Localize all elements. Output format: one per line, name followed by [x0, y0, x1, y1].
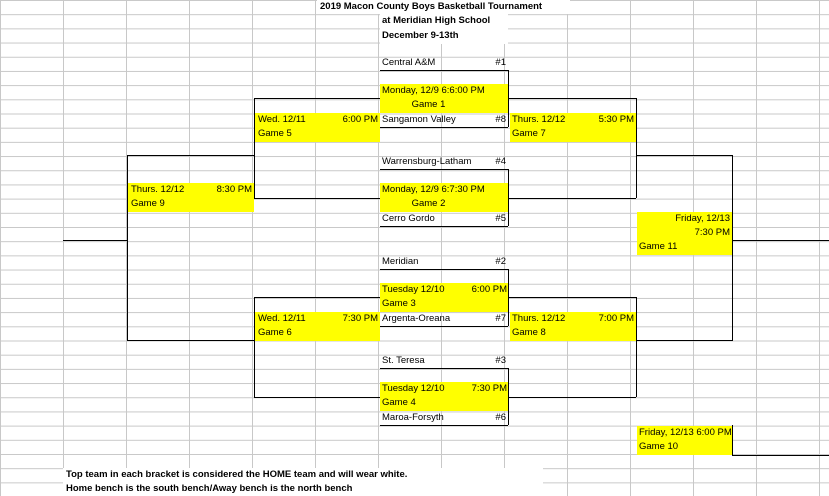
bracket-line — [254, 297, 255, 397]
bracket-line — [254, 98, 380, 99]
game-time: 7:00 PM — [598, 313, 634, 324]
game-date: Tuesday 12/10 — [382, 383, 445, 394]
team-name: Cerro Gordo — [382, 213, 435, 224]
bench-note: Home bench is the south bench/Away bench is the north bench — [66, 483, 353, 494]
bracket-line — [636, 155, 732, 156]
game-label: Game 5 — [258, 128, 292, 139]
team-seed: #4 — [495, 156, 506, 167]
tournament-location: at Meridian High School — [382, 15, 491, 26]
bracket-line — [636, 340, 732, 341]
bracket-line — [509, 98, 636, 99]
game-date: Tuesday 12/10 — [382, 284, 445, 295]
team-seed: #2 — [495, 256, 506, 267]
team-name: St. Teresa — [382, 355, 425, 366]
game-label: Game 4 — [382, 397, 416, 408]
game-date: Monday, 12/9 6:6:00 PM — [382, 85, 485, 96]
bracket-line — [636, 98, 637, 198]
team-seed: #7 — [495, 313, 506, 324]
team-seed: #3 — [495, 355, 506, 366]
team-name: Central A&M — [382, 57, 436, 68]
game-date: Thurs. 12/12 — [512, 114, 566, 125]
bracket-line — [380, 169, 508, 170]
bracket-line — [509, 397, 636, 398]
team-seed: #1 — [495, 57, 506, 68]
game-label: Game 2 — [411, 198, 446, 209]
bracket-line — [127, 155, 254, 156]
game-time: 7:30 PM — [471, 383, 507, 394]
bracket-line — [63, 240, 127, 241]
team-seed: #5 — [495, 213, 506, 224]
team-name: Meridian — [382, 256, 419, 267]
game-date: Thurs. 12/12 — [512, 313, 566, 324]
bracket-line — [380, 425, 508, 426]
game-date: Friday, 12/13 6:00 PM — [639, 427, 732, 438]
bracket-line — [732, 455, 829, 456]
team-name: Maroa-Forsyth — [382, 412, 444, 423]
bracket-line — [509, 297, 636, 298]
bracket-line — [636, 297, 637, 397]
game-time: 6:00 PM — [471, 284, 507, 295]
game-label: Game 7 — [512, 128, 546, 139]
game-time: 6:00 PM — [342, 114, 378, 125]
bracket-line — [127, 155, 128, 341]
game-time: 7:30 PM — [694, 227, 730, 238]
tournament-dates: December 9-13th — [382, 30, 459, 41]
bracket-line — [254, 98, 255, 198]
game-time: 5:30 PM — [598, 114, 634, 125]
game-label: Game 8 — [512, 327, 546, 338]
game-date: Wed. 12/11 — [258, 313, 306, 324]
game-time: 8:30 PM — [216, 184, 252, 195]
team-seed: #8 — [495, 114, 506, 125]
game-date: Friday, 12/13 — [675, 213, 730, 224]
bracket-line — [380, 226, 508, 227]
bracket-line — [380, 368, 508, 369]
game-label: Game 10 — [639, 441, 679, 452]
bracket-line — [254, 397, 380, 398]
team-name: Warrensburg-Latham — [382, 156, 472, 167]
bracket-line — [380, 326, 508, 327]
game-label: Game 6 — [258, 327, 292, 338]
game-label: Game 3 — [382, 298, 416, 309]
bracket-line — [509, 198, 636, 199]
team-name: Sangamon Valley — [382, 114, 456, 125]
tournament-title: 2019 Macon County Boys Basketball Tournament — [320, 1, 543, 12]
bracket-line — [380, 127, 508, 128]
bracket-line — [732, 240, 829, 241]
bracket-line — [380, 269, 508, 270]
game-date: Thurs. 12/12 — [131, 184, 185, 195]
bracket-line — [380, 70, 508, 71]
game-date: Wed. 12/11 — [258, 114, 306, 125]
team-name: Argenta-Oreana — [382, 313, 451, 324]
game-time: 7:30 PM — [342, 313, 378, 324]
team-seed: #6 — [495, 412, 506, 423]
bracket-line — [254, 297, 380, 298]
bracket-line — [732, 425, 733, 455]
game-date: Monday, 12/9 6:7:30 PM — [382, 184, 485, 195]
bracket-line — [732, 155, 733, 341]
game-label: Game 1 — [411, 99, 446, 110]
bracket-line — [254, 198, 380, 199]
game-label: Game 11 — [639, 241, 678, 252]
home-team-note: Top team in each bracket is considered the HOME team and will wear white. — [66, 469, 408, 480]
bracket-line — [127, 340, 254, 341]
game-label: Game 9 — [131, 198, 165, 209]
